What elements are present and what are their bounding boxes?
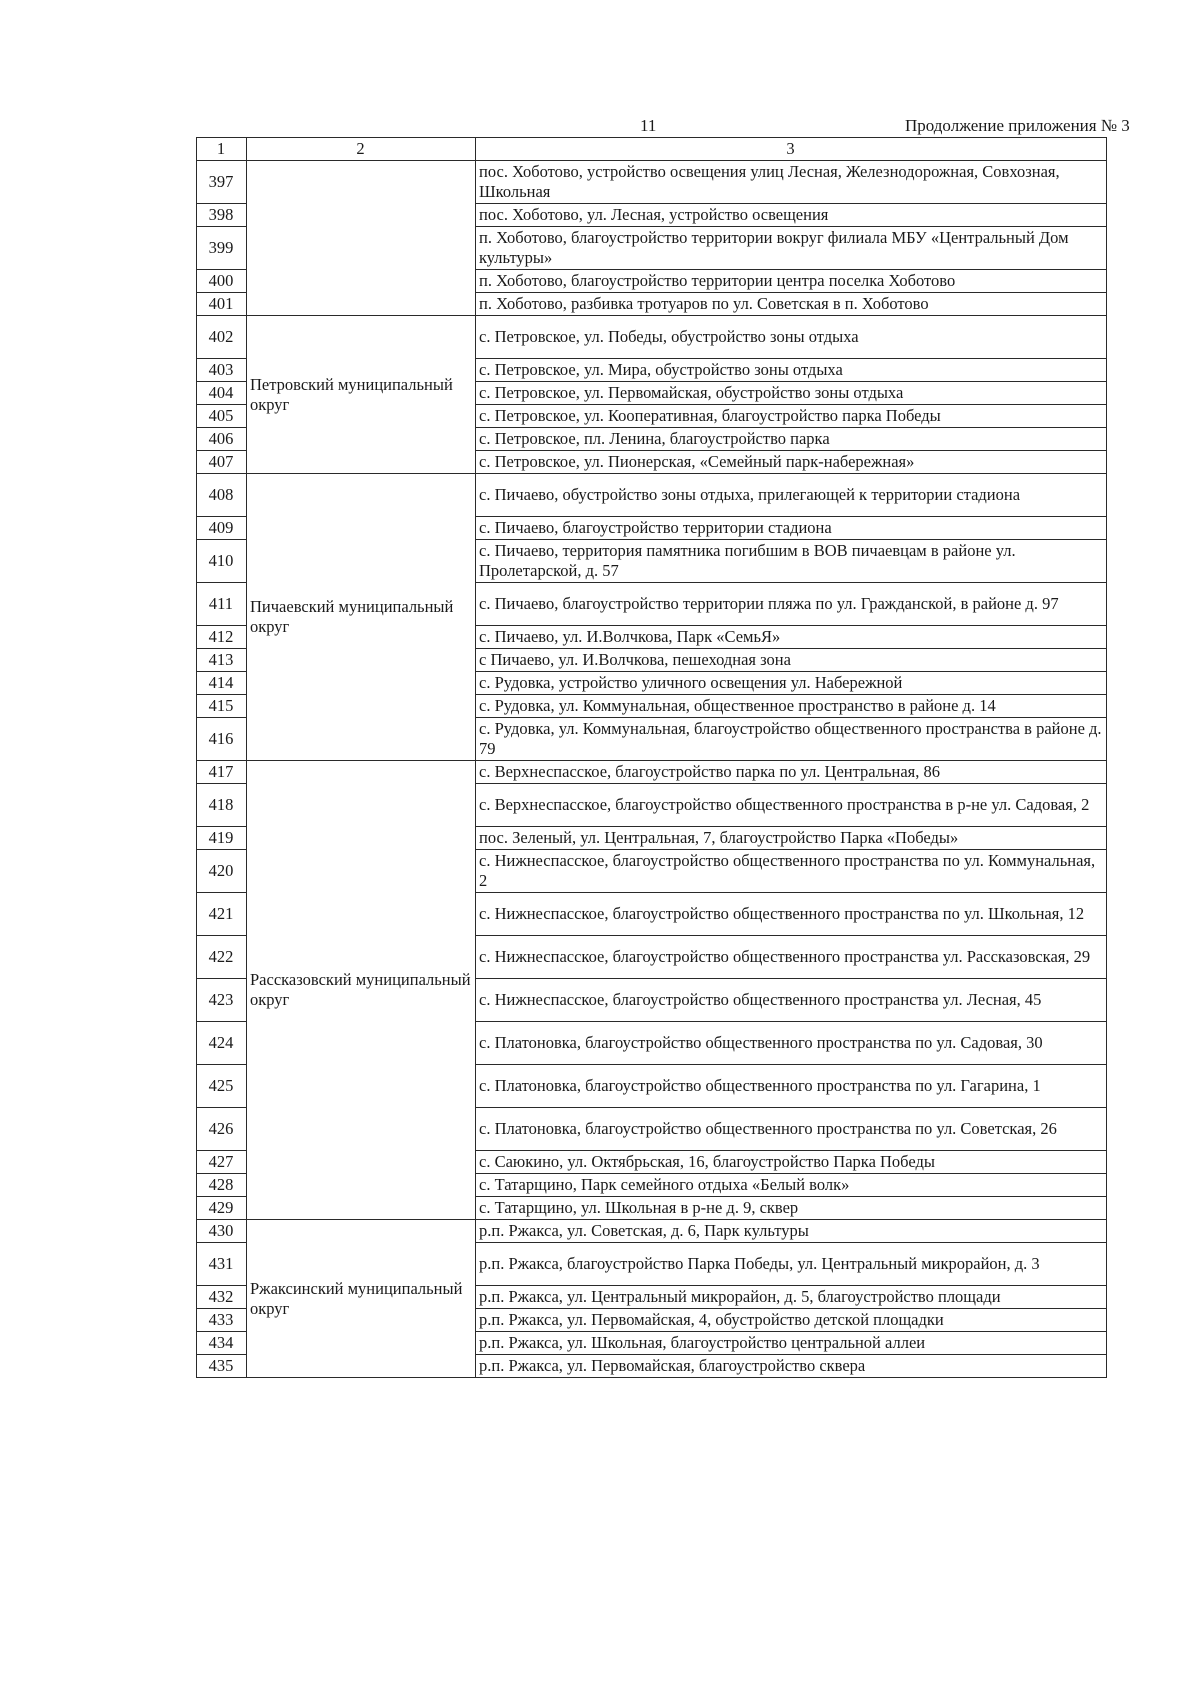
table-row <box>197 761 1107 784</box>
row-number: 418 <box>197 784 247 827</box>
row-number: 425 <box>197 1065 247 1108</box>
object-description: с. Петровское, ул. Мира, обустройство зоны отдыха <box>476 359 1107 382</box>
object-description: с. Пичаево, благоустройство территории стадиона <box>476 517 1107 540</box>
object-description: р.п. Ржакса, благоустройство Парка Победы, ул. Центральный микрорайон, д. 3 <box>476 1243 1107 1286</box>
object-description: р.п. Ржакса, ул. Первомайская, 4, обустройство детской площадки <box>476 1309 1107 1332</box>
object-description: с. Петровское, ул. Кооперативная, благоустройство парка Победы <box>476 405 1107 428</box>
object-description: с. Пичаево, территория памятника погибшим в ВОВ пичаевцам в районе ул. Пролетарской, д. 57 <box>476 540 1107 583</box>
row-number: 421 <box>197 893 247 936</box>
object-description: с. Татарщино, ул. Школьная в р-не д. 9, сквер <box>476 1197 1107 1220</box>
district-cell: Петровский муниципальный округ <box>247 316 476 474</box>
row-number: 399 <box>197 227 247 270</box>
row-number: 417 <box>197 761 247 784</box>
row-number: 397 <box>197 161 247 204</box>
row-number: 400 <box>197 270 247 293</box>
row-number: 406 <box>197 428 247 451</box>
object-description: с. Саюкино, ул. Октябрьская, 16, благоустройство Парка Победы <box>476 1151 1107 1174</box>
object-description: п. Хоботово, благоустройство территории вокруг филиала МБУ «Центральный Дом культуры» <box>476 227 1107 270</box>
table-row <box>197 474 1107 517</box>
row-number: 428 <box>197 1174 247 1197</box>
object-description: с. Нижнеспасское, благоустройство общественного пространства ул. Лесная, 45 <box>476 979 1107 1022</box>
column-header-3: 3 <box>476 138 1107 161</box>
object-description: пос. Хоботово, устройство освещения улиц Лесная, Железнодорожная, Совхозная, Школьная <box>476 161 1107 204</box>
row-number: 408 <box>197 474 247 517</box>
appendix-continuation-label: Продолжение приложения № 3 <box>905 116 1130 135</box>
object-description: с. Платоновка, благоустройство общественного пространства по ул. Гагарина, 1 <box>476 1065 1107 1108</box>
object-description: р.п. Ржакса, ул. Первомайская, благоустройство сквера <box>476 1355 1107 1378</box>
object-description: с. Пичаево, благоустройство территории пляжа по ул. Гражданской, в районе д. 97 <box>476 583 1107 626</box>
row-number: 430 <box>197 1220 247 1243</box>
object-description: с. Нижнеспасское, благоустройство общественного пространства ул. Рассказовская, 29 <box>476 936 1107 979</box>
object-description: с. Платоновка, благоустройство общественного пространства по ул. Советская, 26 <box>476 1108 1107 1151</box>
table-row <box>197 316 1107 359</box>
row-number: 432 <box>197 1286 247 1309</box>
object-description: р.п. Ржакса, ул. Школьная, благоустройство центральной аллеи <box>476 1332 1107 1355</box>
object-description: с. Рудовка, ул. Коммунальная, благоустройство общественного пространства в районе д. 79 <box>476 718 1107 761</box>
row-number: 426 <box>197 1108 247 1151</box>
object-description: с. Татарщино, Парк семейного отдыха «Белый волк» <box>476 1174 1107 1197</box>
row-number: 412 <box>197 626 247 649</box>
object-description: с. Петровское, ул. Победы, обустройство зоны отдыха <box>476 316 1107 359</box>
row-number: 402 <box>197 316 247 359</box>
row-number: 414 <box>197 672 247 695</box>
object-description: пос. Зеленый, ул. Центральная, 7, благоустройство Парка «Победы» <box>476 827 1107 850</box>
row-number: 427 <box>197 1151 247 1174</box>
object-description: с. Верхнеспасское, благоустройство парка по ул. Центральная, 86 <box>476 761 1107 784</box>
object-description: с. Петровское, ул. Пионерская, «Семейный парк-набережная» <box>476 451 1107 474</box>
row-number: 419 <box>197 827 247 850</box>
object-description: с. Платоновка, благоустройство общественного пространства по ул. Садовая, 30 <box>476 1022 1107 1065</box>
row-number: 407 <box>197 451 247 474</box>
object-description: с. Петровское, ул. Первомайская, обустройство зоны отдыха <box>476 382 1107 405</box>
row-number: 398 <box>197 204 247 227</box>
district-cell <box>247 161 476 316</box>
object-description: с. Пичаево, обустройство зоны отдыха, прилегающей к территории стадиона <box>476 474 1107 517</box>
row-number: 401 <box>197 293 247 316</box>
row-number: 404 <box>197 382 247 405</box>
column-header-1: 1 <box>197 138 247 161</box>
column-header-2: 2 <box>247 138 476 161</box>
row-number: 416 <box>197 718 247 761</box>
row-number: 431 <box>197 1243 247 1286</box>
object-description: пос. Хоботово, ул. Лесная, устройство освещения <box>476 204 1107 227</box>
table-row <box>197 161 1107 204</box>
row-number: 433 <box>197 1309 247 1332</box>
object-description: с. Нижнеспасское, благоустройство общественного пространства по ул. Коммунальная, 2 <box>476 850 1107 893</box>
row-number: 409 <box>197 517 247 540</box>
registry-table <box>196 137 1107 1378</box>
object-description: с. Пичаево, ул. И.Волчкова, Парк «СемьЯ» <box>476 626 1107 649</box>
object-description: с. Нижнеспасское, благоустройство общественного пространства по ул. Школьная, 12 <box>476 893 1107 936</box>
row-number: 423 <box>197 979 247 1022</box>
district-cell: Ржаксинский муниципальный округ <box>247 1220 476 1378</box>
object-description: п. Хоботово, разбивка тротуаров по ул. Советская в п. Хоботово <box>476 293 1107 316</box>
table-row <box>197 1220 1107 1243</box>
row-number: 424 <box>197 1022 247 1065</box>
object-description: с. Верхнеспасское, благоустройство общественного пространства в р-не ул. Садовая, 2 <box>476 784 1107 827</box>
district-cell: Рассказовский муниципальный округ <box>247 761 476 1220</box>
header-row <box>197 138 1107 161</box>
object-description: р.п. Ржакса, ул. Центральный микрорайон, д. 5, благоустройство площади <box>476 1286 1107 1309</box>
object-description: с. Рудовка, ул. Коммунальная, общественное пространство в районе д. 14 <box>476 695 1107 718</box>
object-description: с. Петровское, пл. Ленина, благоустройство парка <box>476 428 1107 451</box>
row-number: 405 <box>197 405 247 428</box>
row-number: 410 <box>197 540 247 583</box>
object-description: п. Хоботово, благоустройство территории центра поселка Хоботово <box>476 270 1107 293</box>
table-body <box>197 161 1107 1378</box>
object-description: с Пичаево, ул. И.Волчкова, пешеходная зона <box>476 649 1107 672</box>
row-number: 413 <box>197 649 247 672</box>
row-number: 422 <box>197 936 247 979</box>
row-number: 420 <box>197 850 247 893</box>
page-number: 11 <box>640 116 657 135</box>
row-number: 411 <box>197 583 247 626</box>
row-number: 415 <box>197 695 247 718</box>
row-number: 403 <box>197 359 247 382</box>
district-cell: Пичаевский муниципальный округ <box>247 474 476 761</box>
row-number: 434 <box>197 1332 247 1355</box>
row-number: 429 <box>197 1197 247 1220</box>
object-description: с. Рудовка, устройство уличного освещения ул. Набережной <box>476 672 1107 695</box>
object-description: р.п. Ржакса, ул. Советская, д. 6, Парк культуры <box>476 1220 1107 1243</box>
row-number: 435 <box>197 1355 247 1378</box>
